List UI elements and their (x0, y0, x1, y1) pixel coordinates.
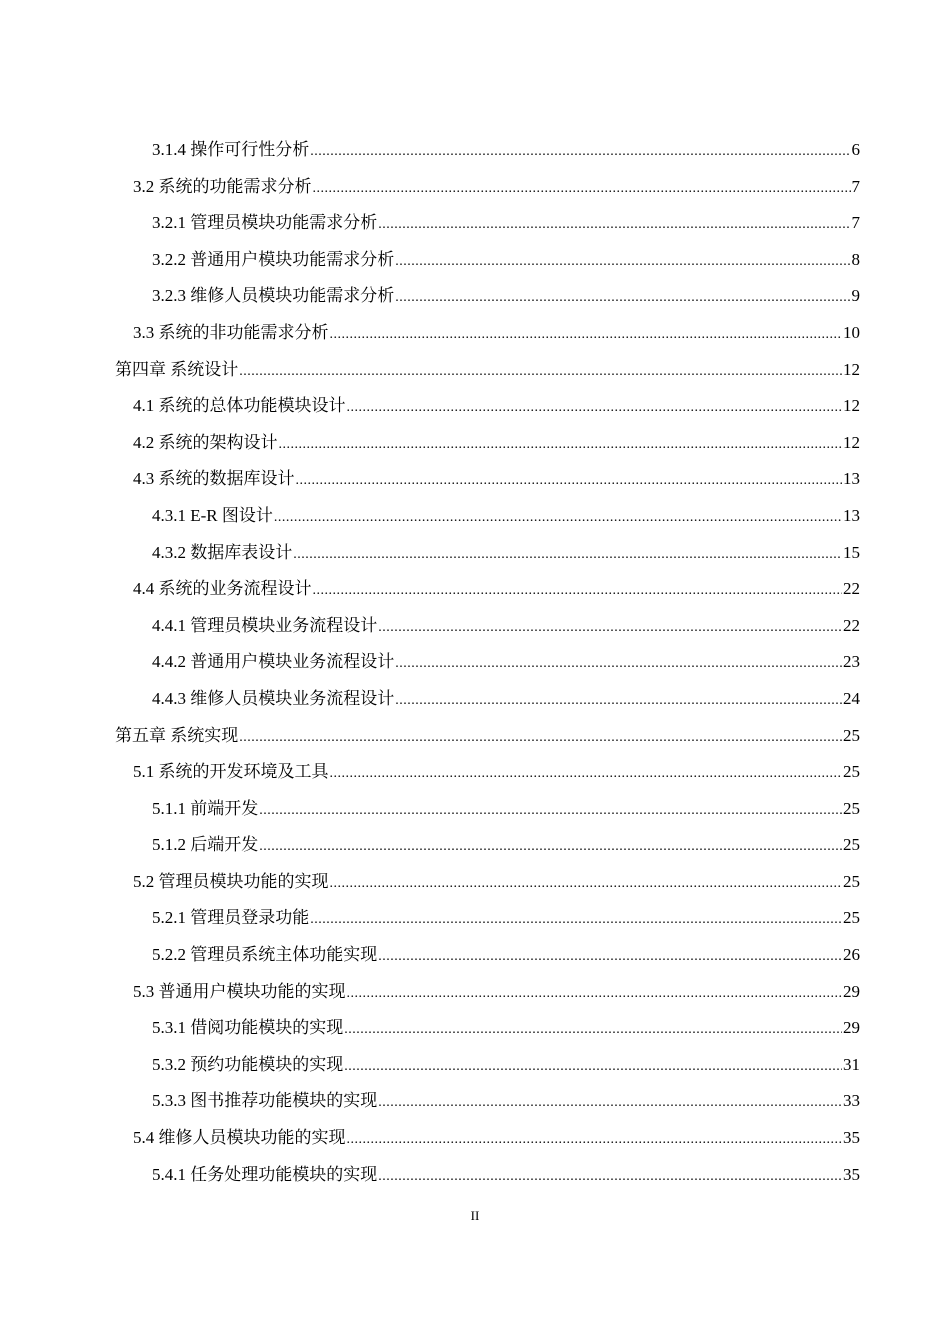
toc-entry-page: 15 (843, 542, 860, 562)
toc-entry[interactable] (0, 644, 950, 681)
toc-entry[interactable] (0, 205, 950, 242)
toc-entry-title: 前端开发 (190, 798, 259, 818)
toc-entry-number: 5.4 (133, 1128, 155, 1148)
toc-entry-number: 4.3 (133, 469, 155, 489)
toc-entry-title: 管理员模块功能的实现 (158, 871, 329, 891)
toc-dot-leader (347, 390, 843, 427)
toc-entry[interactable] (0, 718, 950, 755)
toc-entry-number: 4.1 (133, 396, 155, 416)
toc-dot-leader (274, 500, 842, 537)
toc-entry-title: 系统的数据库设计 (158, 469, 295, 489)
toc-entry-page: 25 (843, 725, 860, 745)
toc-dot-leader (313, 573, 843, 610)
toc-dot-leader (313, 171, 851, 208)
toc-dot-leader (239, 720, 842, 757)
toc-entry-page: 12 (843, 359, 860, 379)
toc-entry-number: 5.2.2 (152, 945, 186, 965)
toc-entry[interactable] (0, 425, 950, 462)
toc-entry[interactable] (0, 388, 950, 425)
toc-entry-title: 系统的总体功能模块设计 (158, 396, 346, 416)
toc-entry-number: 3.3 (133, 322, 155, 342)
toc-entry[interactable] (0, 498, 950, 535)
toc-dot-leader (347, 1122, 843, 1159)
toc-entry-title: 系统实现 (170, 725, 239, 745)
toc-entry[interactable] (0, 169, 950, 206)
toc-entry-number: 5.1.2 (152, 835, 186, 855)
toc-entry-page: 29 (843, 981, 860, 1001)
page-number: II (470, 1208, 480, 1223)
toc-entry[interactable] (0, 315, 950, 352)
toc-dot-leader (395, 683, 842, 720)
toc-entry-number: 3.2.3 (152, 286, 186, 306)
toc-dot-leader (395, 646, 842, 683)
toc-entry-page: 29 (843, 1018, 860, 1038)
toc-entry-page: 31 (843, 1054, 860, 1074)
toc-entry-title: 操作可行性分析 (190, 140, 310, 159)
toc-entry-page: 23 (843, 652, 860, 672)
toc-entry-title: 普通用户模块业务流程设计 (190, 652, 395, 672)
toc-dot-leader (330, 317, 843, 354)
toc-dot-leader (310, 902, 842, 939)
toc-entry-page: 9 (851, 286, 860, 306)
toc-dot-leader (344, 1049, 842, 1086)
toc-entry-number: 5.4.1 (152, 1164, 186, 1184)
toc-entry-title: 系统的非功能需求分析 (158, 322, 329, 342)
toc-entry[interactable] (0, 278, 950, 315)
toc-entry-page: 33 (843, 1091, 860, 1111)
toc-dot-leader (293, 537, 842, 574)
toc-entry-number: 5.1.1 (152, 798, 186, 818)
toc-entry-page: 26 (843, 945, 860, 965)
toc-entry[interactable] (0, 242, 950, 279)
toc-entry-page: 25 (843, 871, 860, 891)
toc-entry-number: 3.2.2 (152, 249, 186, 269)
toc-dot-leader (296, 463, 843, 500)
toc-entry-title: 维修人员模块功能需求分析 (190, 286, 395, 306)
toc-entry-title: 系统的开发环境及工具 (158, 762, 329, 782)
toc-entry-number: 3.1.4 (152, 140, 186, 159)
toc-entry[interactable] (0, 827, 950, 864)
toc-entry-number: 4.4 (133, 579, 155, 599)
toc-dot-leader (344, 1012, 842, 1049)
toc-entry-number: 4.4.2 (152, 652, 186, 672)
toc-dot-leader (347, 976, 843, 1013)
toc-entry[interactable] (0, 1083, 950, 1120)
toc-dot-leader (378, 939, 842, 976)
toc-entry-page: 8 (851, 249, 860, 269)
toc-entry-page: 25 (843, 798, 860, 818)
toc-entry-page: 25 (843, 762, 860, 782)
toc-entry[interactable] (0, 1157, 950, 1194)
toc-entry-page: 12 (843, 432, 860, 452)
toc-entry-page: 25 (843, 908, 860, 928)
toc-entry-title: 维修人员模块功能的实现 (158, 1128, 346, 1148)
toc-entry-title: 维修人员模块业务流程设计 (190, 688, 395, 708)
toc-entry-number: 4.3.2 (152, 542, 186, 562)
toc-entry[interactable] (0, 132, 950, 169)
toc-entry-number: 5.2 (133, 871, 155, 891)
table-of-contents (0, 132, 950, 1193)
toc-dot-leader (378, 610, 842, 647)
toc-entry-title: 系统的功能需求分析 (158, 176, 312, 196)
toc-entry[interactable] (0, 864, 950, 901)
toc-entry-page: 35 (843, 1164, 860, 1184)
toc-entry-number: 4.4.3 (152, 688, 186, 708)
toc-dot-leader (378, 1085, 842, 1122)
toc-entry-title: 管理员系统主体功能实现 (190, 945, 378, 965)
toc-entry-page: 35 (843, 1128, 860, 1148)
toc-entry-number: 第四章 (115, 359, 166, 379)
toc-dot-leader (310, 134, 850, 171)
toc-entry-title: 预约功能模块的实现 (190, 1054, 344, 1074)
toc-entry-number: 4.4.1 (152, 615, 186, 635)
toc-entry[interactable] (0, 900, 950, 937)
toc-entry-page: 13 (843, 469, 860, 489)
toc-entry[interactable] (0, 608, 950, 645)
toc-entry-page: 22 (843, 615, 860, 635)
toc-entry-number: 5.3.3 (152, 1091, 186, 1111)
toc-dot-leader (395, 280, 850, 317)
toc-entry-title: 管理员登录功能 (190, 908, 310, 928)
toc-entry[interactable] (0, 352, 950, 389)
toc-entry[interactable] (0, 571, 950, 608)
toc-entry-title: 管理员模块业务流程设计 (190, 615, 378, 635)
toc-entry-number: 5.3.1 (152, 1018, 186, 1038)
toc-dot-leader (378, 1159, 842, 1196)
toc-entry-title: 后端开发 (190, 835, 259, 855)
toc-entry[interactable] (0, 937, 950, 974)
toc-entry-title: 图书推荐功能模块的实现 (190, 1091, 378, 1111)
toc-dot-leader (330, 866, 843, 903)
toc-entry-title: 系统设计 (170, 359, 239, 379)
toc-entry-title: 普通用户模块功能的实现 (158, 981, 346, 1001)
toc-entry-title: 普通用户模块功能需求分析 (190, 249, 395, 269)
toc-entry-page: 12 (843, 396, 860, 416)
toc-entry[interactable] (0, 974, 950, 1011)
toc-entry-title: 借阅功能模块的实现 (190, 1018, 344, 1038)
toc-entry-number: 5.3.2 (152, 1054, 186, 1074)
toc-entry[interactable] (0, 791, 950, 828)
toc-dot-leader (279, 427, 843, 464)
toc-entry[interactable] (0, 1047, 950, 1084)
toc-dot-leader (395, 244, 850, 281)
toc-entry-title: 管理员模块功能需求分析 (190, 213, 378, 233)
toc-entry-page: 25 (843, 835, 860, 855)
toc-entry[interactable] (0, 1120, 950, 1157)
toc-entry-page: 6 (851, 140, 860, 159)
toc-entry-title: 系统的业务流程设计 (158, 579, 312, 599)
toc-entry-number: 5.3 (133, 981, 155, 1001)
toc-entry-title: 系统的架构设计 (158, 432, 278, 452)
toc-entry-page: 10 (843, 322, 860, 342)
toc-entry[interactable] (0, 1010, 950, 1047)
toc-entry[interactable] (0, 754, 950, 791)
toc-entry[interactable] (0, 461, 950, 498)
toc-dot-leader (239, 354, 842, 391)
toc-dot-leader (330, 756, 843, 793)
toc-entry[interactable] (0, 681, 950, 718)
toc-entry-title: 任务处理功能模块的实现 (190, 1164, 378, 1184)
toc-entry-page: 7 (851, 213, 860, 233)
toc-dot-leader (378, 207, 850, 244)
toc-entry-number: 5.2.1 (152, 908, 186, 928)
toc-entry-number: 4.3.1 (152, 505, 186, 525)
toc-entry-page: 24 (843, 688, 860, 708)
toc-entry-number: 3.2.1 (152, 213, 186, 233)
toc-entry-number: 5.1 (133, 762, 155, 782)
toc-entry[interactable] (0, 535, 950, 572)
toc-entry-title: 数据库表设计 (190, 542, 293, 562)
toc-dot-leader (259, 793, 842, 830)
toc-entry-number: 3.2 (133, 176, 155, 196)
toc-entry-title: E-R 图设计 (190, 505, 273, 525)
toc-entry-number: 4.2 (133, 432, 155, 452)
toc-entry-page: 13 (843, 505, 860, 525)
toc-entry-number: 第五章 (115, 725, 166, 745)
toc-entry-page: 22 (843, 579, 860, 599)
toc-entry-page: 7 (851, 176, 860, 196)
toc-dot-leader (259, 829, 842, 866)
